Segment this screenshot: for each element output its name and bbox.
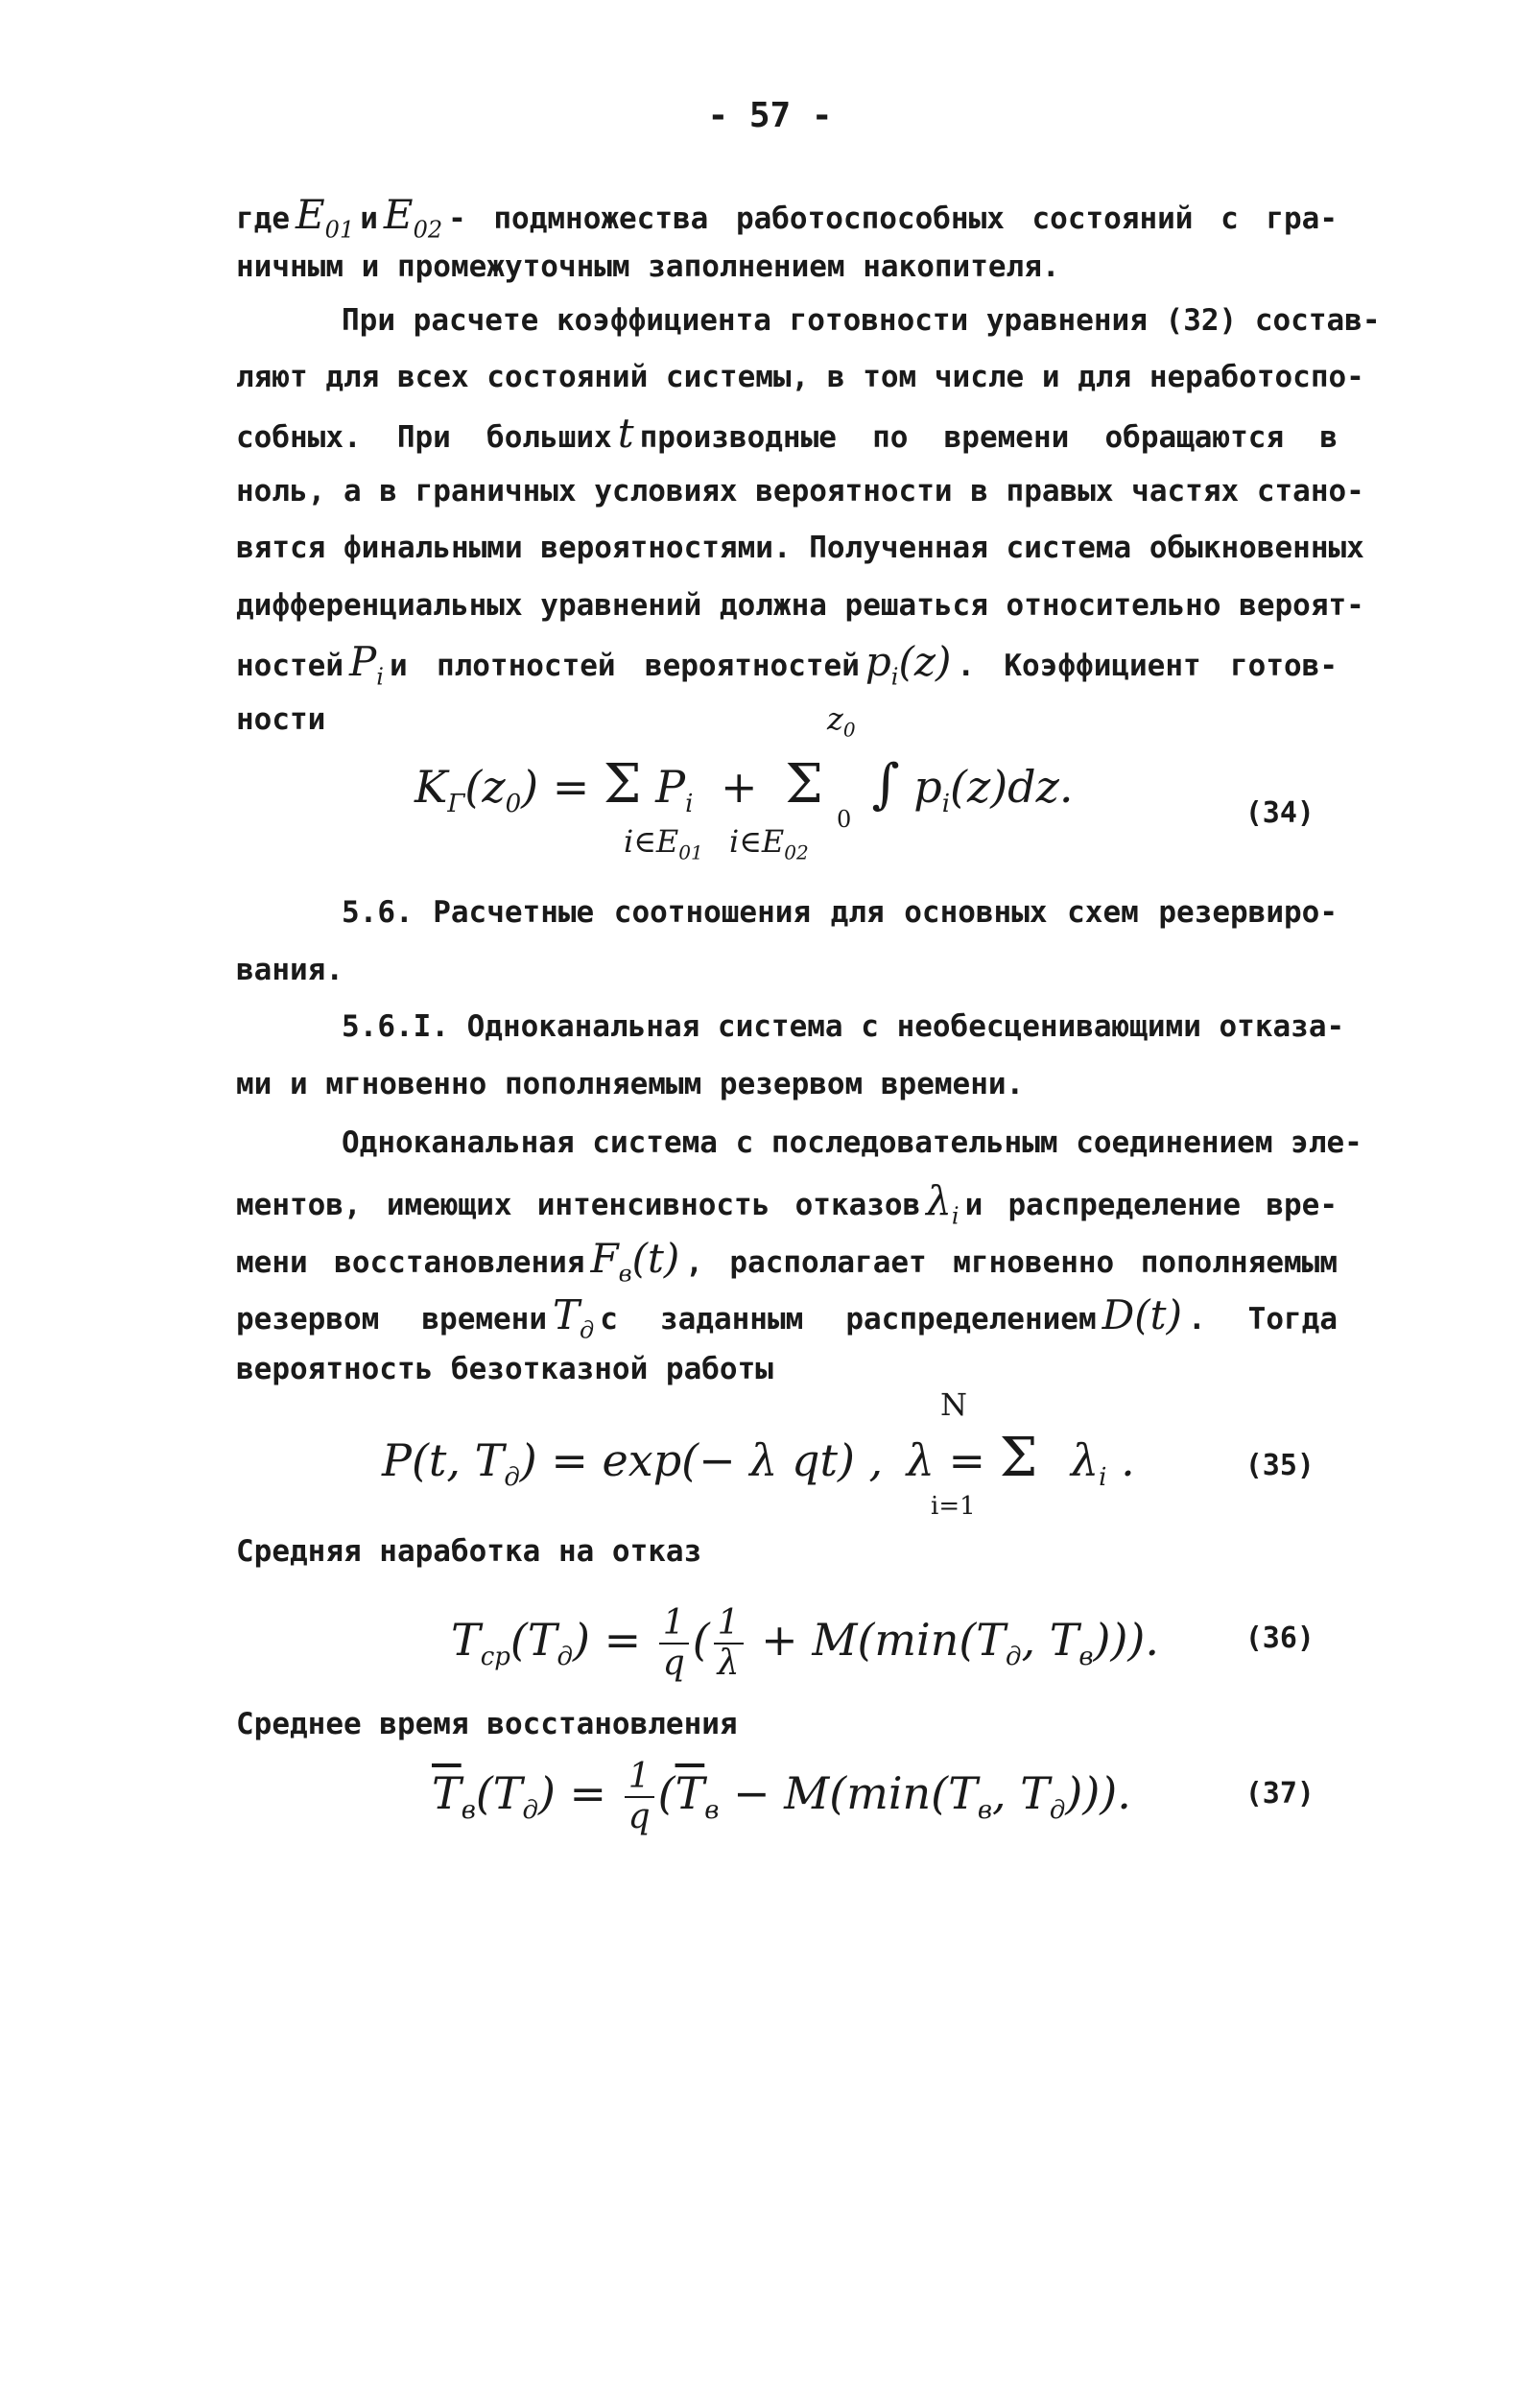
fraction: $\frac{1}{q}$ (625, 1758, 654, 1836)
equation-number: (35) (1244, 1449, 1315, 1482)
equation-number: (34) (1244, 796, 1315, 830)
paragraph-line: вероятность безотказной работы (236, 1352, 773, 1386)
symbol-lambda-i: $\lambda_i$ (926, 1177, 960, 1230)
symbol-dt: D(t) (1102, 1291, 1182, 1338)
symbol-td: $T_д$ (553, 1291, 595, 1344)
paragraph-line: ничным и промежуточным заполнением накопителя. (236, 249, 1060, 284)
paragraph-line: дифференциальных уравнений должна решаться относительно вероят- (236, 588, 1364, 623)
paragraph-line: ляют для всех состояний системы, в том числе и для неработоспо- (236, 360, 1364, 394)
paragraph-line: При расчете коэффициента готовности уравнения (32) состав- (342, 303, 1381, 338)
equation-36: $T_{cp}(T_д)$ = $\frac{1}{q}$ ( $\frac{1}{\lambda}$ + $M(\min(T_д$, $T_в$))). (451, 1603, 1159, 1683)
paragraph-line: резервом времени $T_д$ с заданным распределением D(t) . Тогда (236, 1297, 1338, 1348)
set-e01: $E_{01}$ (296, 191, 355, 244)
symbol-pi-z: $p_i(z)$ (865, 638, 952, 691)
page-number: - 57 - (707, 96, 833, 135)
sum-symbol: Σ (785, 753, 823, 816)
paragraph-line: Среднее время восстановления (236, 1707, 738, 1741)
sum-lower-limit: i=1 (931, 1492, 976, 1521)
symbol-pi: $P_i$ (348, 638, 384, 691)
equation-37: $\overline{T}_в(T_д)$ = $\frac{1}{q}$ ($\overline{T}_в - M(\min(T_в$, $T_д$))). (432, 1757, 1131, 1836)
equation-number: (37) (1244, 1777, 1315, 1810)
symbol-fv: $F_в(t)$ (590, 1235, 680, 1288)
sum-symbol: Σ (999, 1427, 1038, 1489)
paragraph-line: ментов, имеющих интенсивность отказов $\lambda_i$ и распределение вре- (236, 1183, 1338, 1234)
integral-symbol: ∫ (871, 753, 900, 816)
symbol-t: t (617, 410, 634, 457)
sum-symbol: Σ (603, 753, 642, 816)
sum-upper-limit: N (940, 1386, 967, 1423)
paragraph-line: где $E_{01}$ и $E_{02}$ - подмножества работоспособных состояний с гра- (236, 197, 1338, 248)
sum2-lower-limit: $i\in E_{02}$ (729, 823, 809, 864)
section-heading: вания. (236, 953, 344, 987)
paragraph-line: ноль, а в граничных условиях вероятности в правых частях стано- (236, 474, 1364, 509)
subsection-heading: 5.6.I. Одноканальная система с необесценивающими отказа- (342, 1009, 1345, 1044)
paragraph-line: Средняя наработка на отказ (236, 1534, 702, 1569)
paragraph-line: ности (236, 702, 326, 737)
paragraph-line: ностей $P_i$ и плотностей вероятностей $p_i(z)$ . Коэффициент готов- (236, 644, 1338, 695)
equation-number: (36) (1244, 1621, 1315, 1655)
paragraph-line: мени восстановления $F_в(t)$ , располагает мгновенно пополняемым (236, 1241, 1338, 1291)
fraction: $\frac{1}{q}$ (659, 1604, 689, 1683)
paragraph-line: собных. При больших t производные по времени обращаются в (236, 410, 1338, 457)
equation-34: $K_\Gamma(z_0) = \Sigma$ $P_i + \Sigma$ ∫ $p_i(z)dz$. (415, 753, 1074, 819)
paragraph-line: Одноканальная система с последовательным соединением эле- (342, 1125, 1362, 1160)
paragraph-line: вятся финальными вероятностями. Полученная система обыкновенных (236, 531, 1364, 565)
fraction: $\frac{1}{\lambda}$ (714, 1604, 744, 1683)
integral-lower-limit: 0 (837, 806, 852, 833)
section-heading: 5.6. Расчетные соотношения для основных схем резервиро- (342, 895, 1338, 930)
equation-35: P(t, $T_д) = \exp(- \lambda$ qt) , λ = Σ $\lambda_i$ . (382, 1427, 1135, 1493)
sum1-lower-limit: $i\in E_{01}$ (624, 823, 703, 864)
set-e02: $E_{02}$ (383, 191, 443, 244)
integral-upper-limit: $z_0$ (827, 700, 856, 742)
subsection-heading: ми и мгновенно пополняемым резервом времени. (236, 1067, 1025, 1101)
